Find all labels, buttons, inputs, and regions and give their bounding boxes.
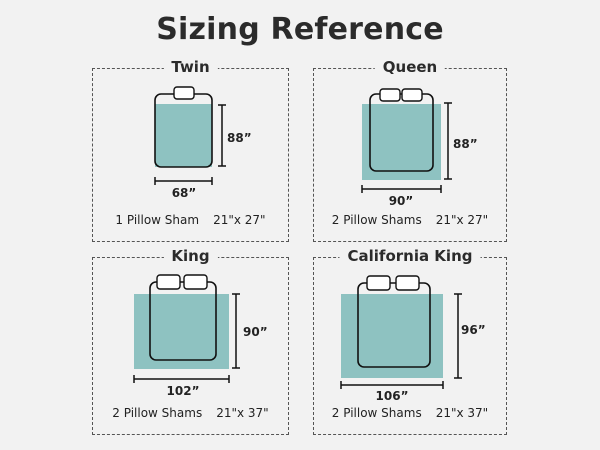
california-king-title: California King — [340, 247, 481, 265]
king-sham-info — [93, 406, 288, 420]
california-king-sham-info — [314, 406, 506, 420]
california-king-panel — [313, 247, 507, 435]
twin-pillow — [174, 87, 194, 99]
queen-pillow-right — [402, 89, 422, 101]
king-panel — [92, 247, 289, 435]
queen-fabric — [362, 104, 441, 180]
queen-length-label: 88” — [453, 137, 478, 151]
queen-width-label: 90” — [388, 194, 414, 208]
california-king-sham-count: 2 Pillow Shams — [331, 406, 422, 420]
queen-panel — [313, 58, 507, 242]
twin-title: Twin — [163, 58, 217, 76]
queen-sham-count: 2 Pillow Shams — [331, 213, 422, 227]
queen-title: Queen — [375, 58, 445, 76]
king-length-label: 90” — [243, 325, 268, 339]
california-king-width-label: 106” — [375, 389, 409, 403]
california-king-length-label: 96” — [461, 323, 486, 337]
twin-width-label: 68” — [171, 186, 197, 200]
twin-fabric — [155, 104, 212, 167]
king-pillow-left — [157, 275, 180, 289]
queen-pillow-left — [380, 89, 400, 101]
page-title: Sizing Reference — [156, 12, 444, 47]
king-width-label: 102” — [166, 384, 200, 398]
twin-panel — [92, 58, 289, 242]
twin-sham-size: 21"x 27" — [213, 213, 266, 227]
queen-sham-size: 21"x 27" — [435, 213, 489, 227]
california-king-pillow-right — [396, 276, 419, 290]
california-king-pillow-left — [367, 276, 390, 290]
king-pillow-right — [184, 275, 207, 289]
king-sham-size: 21"x 37" — [216, 406, 269, 420]
queen-sham-info — [314, 213, 506, 227]
twin-length-label: 88” — [227, 131, 252, 145]
california-king-sham-size: 21"x 37" — [435, 406, 489, 420]
twin-sham-info — [93, 213, 288, 227]
twin-sham-count: 1 Pillow Sham — [115, 213, 200, 227]
king-title: King — [163, 247, 217, 265]
king-sham-count: 2 Pillow Shams — [112, 406, 203, 420]
